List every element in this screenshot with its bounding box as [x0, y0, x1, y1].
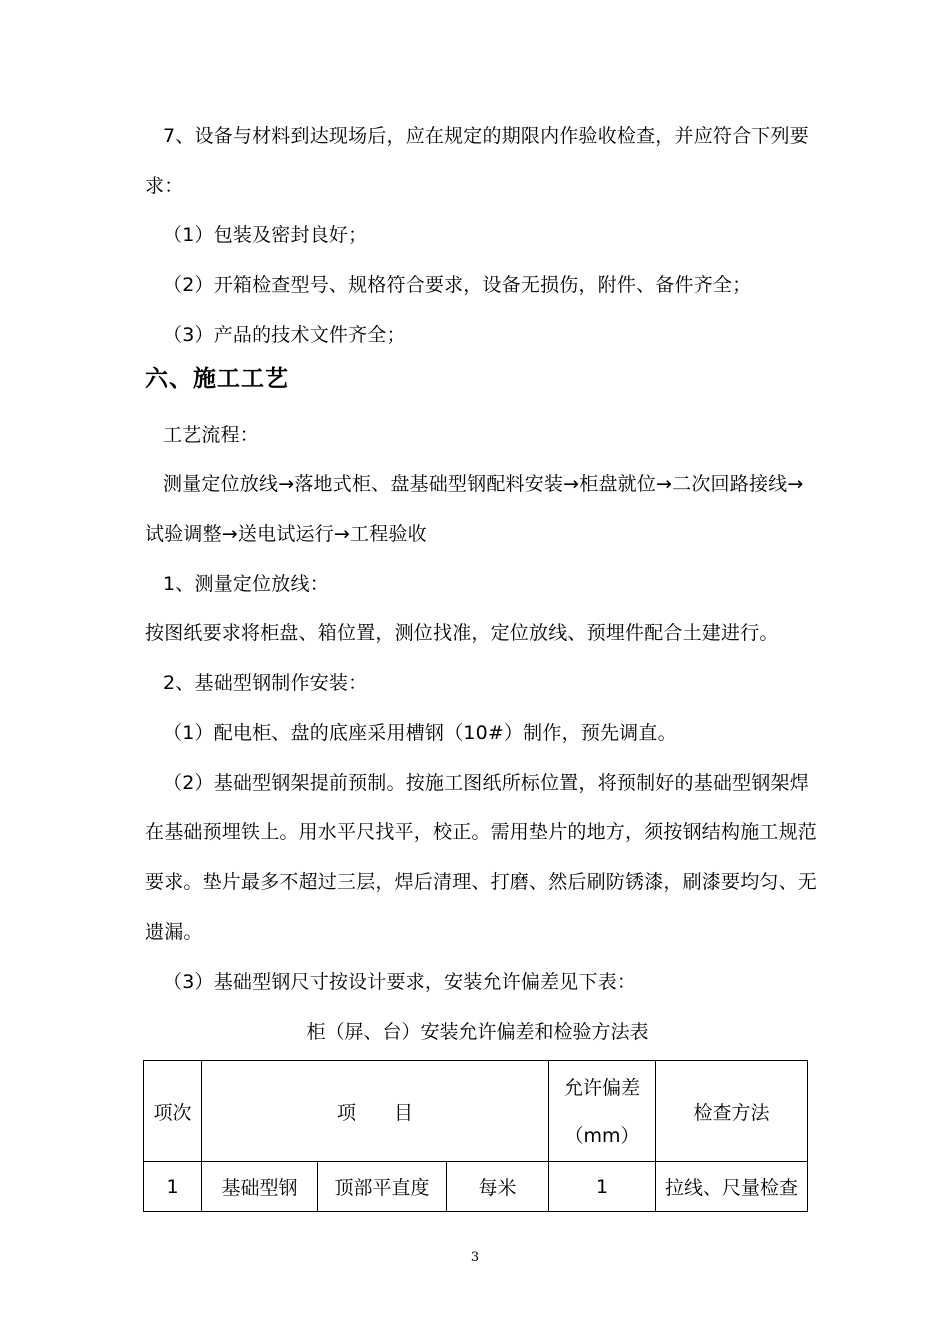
cell-item: 顶部平直度: [318, 1162, 447, 1212]
list-item: （2）开箱检查型号、规格符合要求，设备无损伤，附件、备件齐全；: [163, 274, 752, 296]
header-index: 项次: [144, 1061, 202, 1162]
step-heading: 2、基础型钢制作安装：: [163, 672, 368, 694]
header-tolerance-line1: 允许偏差: [563, 1077, 640, 1099]
list-item: （3）产品的技术文件齐全；: [163, 324, 406, 346]
paragraph-cont: 遗漏。: [145, 921, 203, 943]
page-number: 3: [470, 1250, 480, 1265]
step-heading: 1、测量定位放线：: [163, 573, 329, 595]
table-header-row: [144, 1061, 808, 1162]
paragraph: 按图纸要求将柜盘、箱位置，测位找准，定位放线、预埋件配合土建进行。: [145, 622, 779, 644]
cell-unit: 每米: [447, 1162, 549, 1212]
list-item: （3）基础型钢尺寸按设计要求，安装允许偏差见下表：: [163, 971, 637, 993]
cell-index: 1: [144, 1162, 202, 1212]
paragraph-cont: 要求。垫片最多不超过三层，焊后清理、打磨、然后刷防锈漆，刷漆要均匀、无: [145, 871, 818, 893]
process-flow-cont: 试验调整→送电试运行→工程验收: [145, 523, 427, 545]
list-item: （1）包装及密封良好；: [163, 224, 368, 246]
process-flow: 测量定位放线→落地式柜、盘基础型钢配料安装→柜盘就位→二次回路接线→: [163, 473, 804, 495]
table-caption: 柜（屏、台）安装允许偏差和检验方法表: [306, 1021, 649, 1043]
header-method: 检查方法: [656, 1061, 808, 1162]
table-row: [144, 1162, 808, 1212]
paragraph-cont: 在基础预埋铁上。用水平尺找平，校正。需用垫片的地方，须按钢结构施工规范: [145, 821, 818, 843]
list-item: （2）基础型钢架提前预制。按施工图纸所标位置，将预制好的基础型钢架焊: [163, 772, 809, 794]
process-label: 工艺流程：: [163, 424, 260, 446]
header-tolerance: [549, 1061, 656, 1162]
section-heading: 六、施工工艺: [145, 366, 289, 392]
cell-tolerance: 1: [549, 1162, 656, 1212]
header-item: 项 目: [202, 1061, 549, 1162]
tolerance-table: [143, 1060, 808, 1212]
list-item: （1）配电柜、盘的底座采用槽钢（10#）制作，预先调直。: [163, 722, 677, 744]
paragraph-7: 7、设备与材料到达现场后，应在规定的期限内作验收检查，并应符合下列要: [163, 125, 809, 147]
cell-category: 基础型钢: [202, 1162, 318, 1212]
paragraph-7-cont: 求：: [145, 175, 184, 197]
header-tolerance-line2: （mm）: [564, 1125, 640, 1147]
cell-method: 拉线、尺量检查: [656, 1162, 808, 1212]
